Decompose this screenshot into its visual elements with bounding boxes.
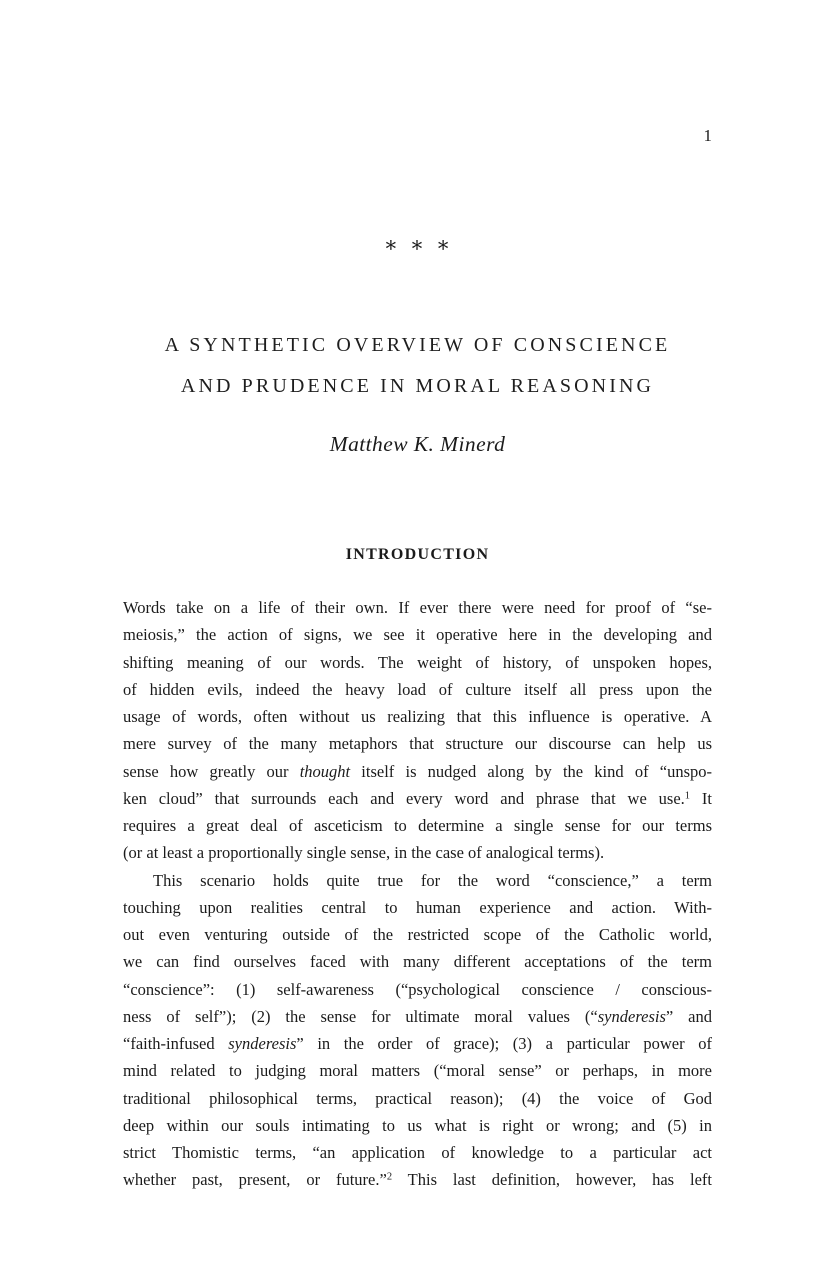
article-title [123, 325, 712, 407]
body-line: “conscience”: (1) self-awareness (“psychological conscience / conscious- [123, 979, 712, 999]
body-line: usage of words, often without us realizing that this influence is operative. A [123, 707, 712, 726]
title-line-2: AND PRUDENCE IN MORAL REASONING [180, 375, 655, 397]
body-line: we can find ourselves faced with many different acceptations of the term [123, 952, 712, 972]
body-line: shifting meaning of our words. The weight of history, of unspoken hopes, [123, 652, 712, 672]
body-line: mind related to judging moral matters (“moral sense” or perhaps, in more [123, 1061, 712, 1081]
body-line: whether past, present, or future.”$^2$ This last definition, however, has left [123, 1170, 712, 1190]
body-line: “faith-infused synderesis” in the order of grace); (3) a particular power of [123, 1034, 712, 1053]
asterisk-separator: * * * [385, 237, 450, 261]
body-line: mere survey of the many metaphors that structure our discourse can help us [123, 734, 712, 754]
body-line: (or at least a proportionally single sense, in the case of analogical terms). [123, 843, 605, 863]
body-line: meiosis,” the action of signs, we see it operative here in the developing and [123, 625, 712, 645]
section-heading: INTRODUCTION [345, 546, 490, 563]
body-line: sense how greatly our thought itself is nudged along by the kind of “unspo- [123, 761, 712, 781]
body-line: strict Thomistic terms, “an application of knowledge to a particular act [123, 1143, 712, 1162]
body-text [123, 594, 712, 1194]
body-line: ness of self”); (2) the sense for ultimate moral values (“synderesis” and [123, 1006, 712, 1026]
body-line: deep within our souls intimating to us what is right or wrong; and (5) in [123, 1115, 712, 1135]
title-line-1: A SYNTHETIC OVERVIEW OF CONSCIENCE [164, 334, 671, 356]
body-line: traditional philosophical terms, practical reason); (4) the voice of God [123, 1088, 712, 1108]
page-number: 1 [703, 126, 712, 145]
body-line: out even venturing outside of the restricted scope of the Catholic world, [123, 925, 712, 944]
body-line: ken cloud” that surrounds each and every word and phrase that we use.$^1$ It [123, 788, 712, 808]
body-line: Words take on a life of their own. If ever there were need for proof of “se- [123, 598, 712, 617]
body-line: This scenario holds quite true for the word “conscience,” a term [153, 870, 712, 890]
body-line: of hidden evils, indeed the heavy load of culture itself all press upon the [123, 679, 712, 699]
body-line: touching upon realities central to human experience and action. With- [123, 897, 712, 917]
author-name: Matthew K. Minerd [329, 432, 506, 456]
body-line: requires a great deal of asceticism to determine a single sense for our terms [123, 816, 712, 835]
